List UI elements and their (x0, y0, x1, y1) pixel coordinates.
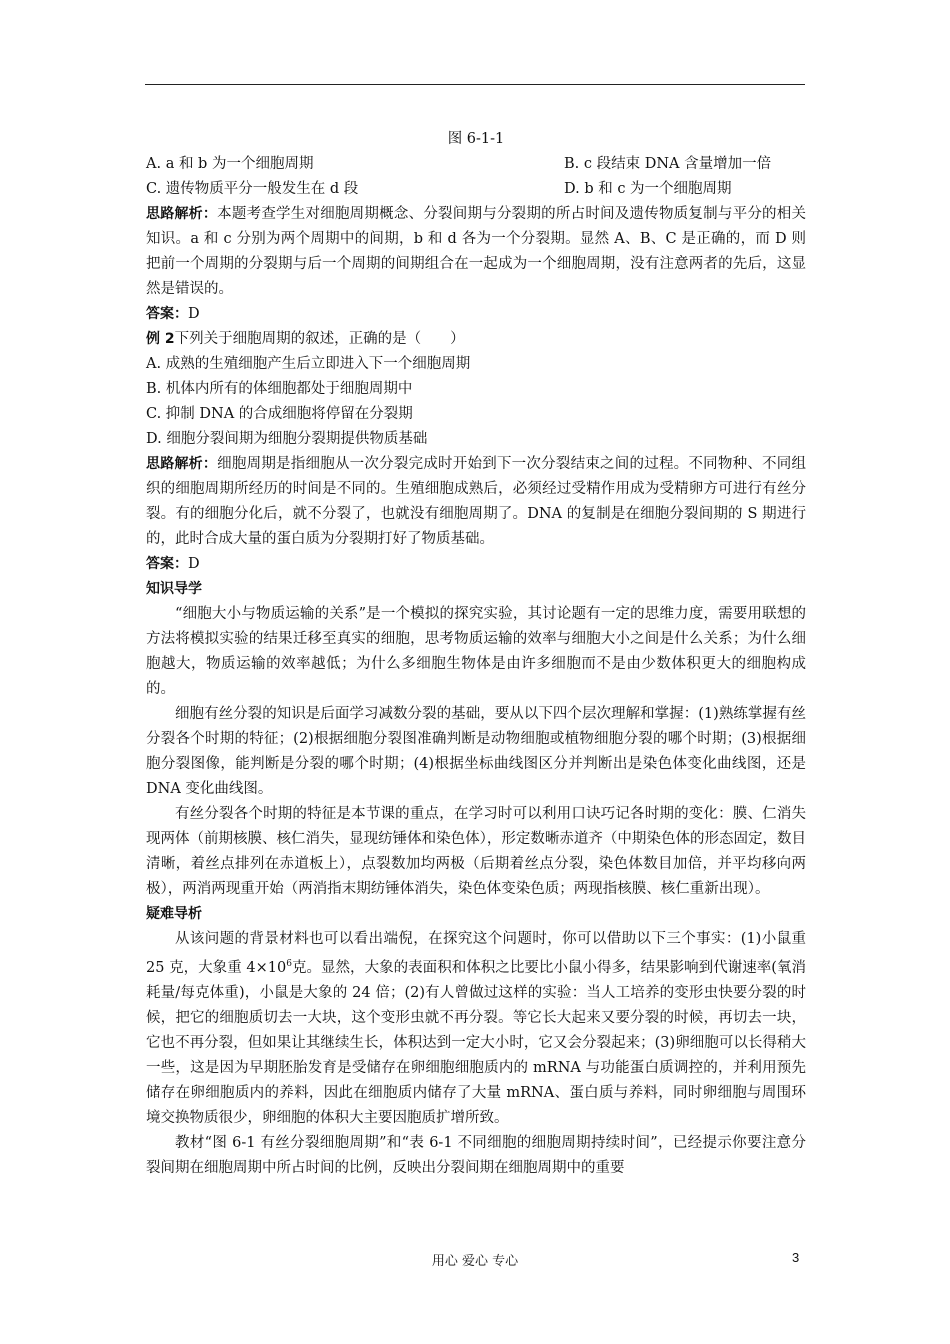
example2-answer (146, 552, 806, 577)
option-c: C. 遗传物质平分一般发生在 d 段 (146, 181, 359, 197)
difficulty-paragraph (146, 927, 806, 1131)
option-a: A. a 和 b 为一个细胞周期 (146, 156, 314, 172)
difficulty-heading: 疑难导析 (146, 906, 202, 922)
header-rule (145, 84, 805, 85)
figure-caption: 图 6-1-1 (447, 131, 505, 147)
example1-analysis (146, 202, 806, 302)
option-row (146, 152, 806, 177)
knowledge-heading: 知识导学 (146, 581, 202, 597)
knowledge-paragraph: “细胞大小与物质运输的关系”是一个模拟的探究实验，其讨论题有一定的思维力度，需要用联想的方法将模拟实验的结果迁移至真实的细胞，思考物质运输的效率与细胞大小之间是什么关系；为什么细胞越大，物质运输的效率越低；为什么多细胞生物体是由许多细胞而不是由少数体积更大的细胞构成的。 (146, 606, 806, 697)
page-content (146, 126, 806, 1181)
difficulty-text-part: 克。显然，大象的表面积和体积之比要比小鼠小得多，结果影响到代谢速率(氧消耗量/每克体重)，小鼠是大象的 24 倍；(2)有人曾做过这样的实验：当人工培养的变形虫快要分裂的时候，把它的细胞质切去一大块，这个变形虫就不再分裂。等它长大起来又要分裂的时候，再切去一块，它也不再分裂，但如果让其继续生长，体积达到一定大小时，它又会分裂起来；(3)卵细胞可以长得稍大一些，这是因为早期胚胎发育是受储存在卵细胞细胞质内的 mRNA 与功能蛋白质调控的，并利用预先储存在卵细胞质内的养料，因此在细胞质内储存了大量 mRNA、蛋白质与养料，同时卵细胞与周围环境交换物质很少，卵细胞的体积大主要因胞质扩增所致。 (146, 959, 807, 1126)
question-text: 下列关于细胞周期的叙述，正确的是（ ） (174, 331, 465, 347)
knowledge-paragraph: 细胞有丝分裂的知识是后面学习减数分裂的基础，要从以下四个层次理解和掌握：(1)熟练掌握有丝分裂各个时期的特征；(2)根据细胞分裂图准确判断是动物细胞或植物细胞分裂的哪个时期；(3)根据细胞分裂图像，能判断是分裂的哪个时期；(4)根据坐标曲线图区分并判断出是染色体变化曲线图，还是 DNA 变化曲线图。 (146, 706, 806, 797)
knowledge-paragraph: 有丝分裂各个时期的特征是本节课的重点，在学习时可以利用口诀巧记各时期的变化：膜、仁消失现两体（前期核膜、核仁消失，显现纺锤体和染色体），形定数晰赤道齐（中期染色体的形态固定，数目清晰，着丝点排列在赤道板上），点裂数加均两极（后期着丝点分裂，染色体数目加倍，并平均移向两极），两消两现重开始（两消指末期纺锤体消失，染色体变染色质；两现指核膜、核仁重新出现）。 (146, 806, 806, 897)
example2-option-c: C. 抑制 DNA 的合成细胞将停留在分裂期 (146, 406, 413, 422)
option-b: B. c 段结束 DNA 含量增加一倍 (564, 156, 772, 172)
example2-option-a: A. 成熟的生殖细胞产生后立即进入下一个细胞周期 (146, 356, 471, 372)
option-d: D. b 和 c 为一个细胞周期 (564, 181, 732, 197)
example2-question (146, 327, 806, 352)
example2-option-d: D. 细胞分裂间期为细胞分裂期提供物质基础 (146, 431, 428, 447)
example2-analysis (146, 452, 806, 552)
difficulty-paragraph: 教材“图 6-1 有丝分裂细胞周期”和“表 6-1 不同细胞的细胞周期持续时间”，已经提示你要注意分裂间期在细胞周期中所占时间的比例，反映出分裂间期在细胞周期中的重要 (146, 1134, 806, 1176)
exponent: 6 (286, 959, 292, 969)
analysis-label: 思路解析： (146, 456, 218, 472)
analysis-text: 本题考查学生对细胞周期概念、分裂间期与分裂期的所占时间及遗传物质复制与平分的相关知识。a 和 c 分别为两个周期中的间期，b 和 d 各为一个分裂期。显然 A、B、C 是正确的，而 D 则把前一个周期的分裂期与后一个周期的间期组合在一起成为一个细胞周期，没有注意两者的先后，这显然是错误的。 (146, 206, 807, 297)
page-number: 3 (792, 1250, 800, 1265)
example2-option-b: B. 机体内所有的体细胞都处于细胞周期中 (146, 381, 413, 397)
footer-slogan: 用心 爱心 专心 (431, 1254, 519, 1269)
analysis-label: 思路解析： (146, 206, 218, 222)
answer-value: D (188, 306, 200, 322)
answer-label: 答案： (146, 556, 188, 572)
difficulty-text-part: 从该问题的背景材料也可以看出端倪，在探究这个问题时，你可以借助以下三个事实：(1)小鼠重 25 克，大象重 4×10 (146, 931, 806, 976)
example-label: 例 2 (146, 331, 175, 347)
answer-value: D (188, 556, 200, 572)
example1-answer (146, 302, 806, 327)
analysis-text: 细胞周期是指细胞从一次分裂完成时开始到下一次分裂结束之间的过程。不同物种、不同组织的细胞周期所经历的时间是不同的。生殖细胞成熟后，必须经过受精作用成为受精卵方可进行有丝分裂。有的细胞分化后，就不分裂了，也就没有细胞周期了。DNA 的复制是在细胞分裂间期的 S 期进行的，此时合成大量的蛋白质为分裂期打好了物质基础。 (146, 456, 807, 547)
answer-label: 答案： (146, 306, 188, 322)
option-row (146, 177, 806, 202)
